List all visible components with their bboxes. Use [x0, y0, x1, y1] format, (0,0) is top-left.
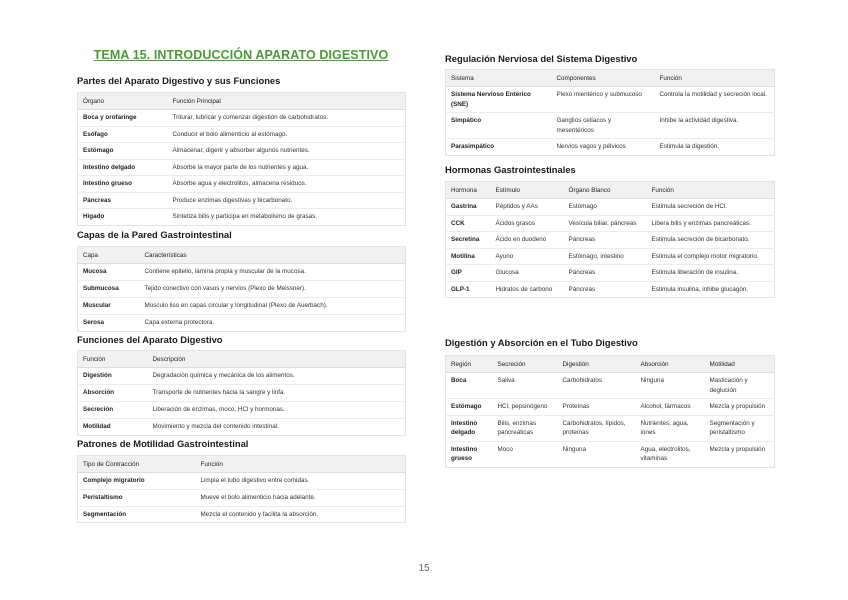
table-cell: Libera bilis y enzimas pancreáticas. — [647, 215, 775, 232]
table-header-row — [78, 93, 406, 110]
row-label: Hígado — [83, 213, 105, 220]
table-row — [78, 159, 406, 176]
row-label: Parasimpático — [451, 143, 495, 150]
table-row — [78, 473, 406, 490]
table-row — [78, 298, 406, 315]
column-header: Región — [446, 356, 493, 373]
table-row — [446, 281, 775, 298]
table-cell: Estimula secreción de HCl. — [647, 199, 775, 216]
row-label: Muscular — [78, 298, 140, 315]
table-cell: Inhibe la actividad digestiva. — [655, 113, 775, 139]
table-cell: Ayuno — [491, 248, 564, 265]
table-row — [78, 110, 406, 127]
column-header: Tipo de Contracción — [78, 456, 196, 473]
table-capas — [77, 246, 406, 332]
column-header: Función — [647, 182, 775, 199]
row-label: Complejo migratorio — [78, 473, 196, 490]
table-row — [446, 87, 775, 113]
table-cell: Estómago, intestino — [564, 248, 647, 265]
section-title-patrones: Patrones de Motilidad Gastrointestinal — [77, 438, 249, 449]
table-hormonas — [445, 181, 775, 298]
table-cell: Transporte de nutrientes hacia la sangre y linfa. — [148, 385, 406, 402]
table-cell: Páncreas — [564, 232, 647, 249]
table-row — [78, 281, 406, 298]
column-header: Función — [78, 351, 148, 368]
table-cell: Bilis, enzimas pancreáticas — [493, 415, 558, 441]
table-cell: Nervios vagos y pélvicos — [556, 143, 626, 150]
section-title-funciones: Funciones del Aparato Digestivo — [77, 334, 223, 345]
row-label: Intestino grueso — [451, 445, 478, 462]
table-cell: Absorbe agua y electrolitos, almacena residuos. — [168, 176, 406, 193]
table-cell: Estimula la digestión. — [659, 143, 720, 150]
row-label: Peristaltismo — [78, 489, 196, 506]
column-header: Absorción — [636, 356, 705, 373]
column-header: Digestión — [558, 356, 636, 373]
column-header: Órgano — [78, 93, 168, 110]
column-header: Secreción — [493, 356, 558, 373]
table-cell: Mezcla el contenido y facilita la absorción. — [200, 510, 319, 518]
section-title-regulacion: Regulación Nerviosa del Sistema Digestivo — [445, 53, 638, 64]
row-label: Intestino delgado — [78, 159, 168, 176]
row-label: Estómago — [78, 143, 168, 160]
document-title: TEMA 15. INTRODUCCIÓN APARATO DIGESTIVO — [93, 48, 389, 62]
column-header: Motilidad — [705, 356, 775, 373]
row-label: Absorción — [78, 385, 148, 402]
table-cell: HCl, pepsinógeno — [493, 399, 558, 416]
table-cell: Controla la motilidad y secreción local. — [655, 87, 775, 113]
column-header: Características — [140, 247, 406, 264]
table-cell: Ganglios celíacos y mesentéricos — [552, 113, 655, 139]
table-row — [78, 209, 406, 226]
table-funciones — [77, 350, 406, 436]
table-cell: Masticación y deglución — [705, 373, 775, 399]
column-header: Función — [655, 70, 775, 87]
table-cell: Moco — [497, 445, 513, 453]
table-cell: Alcohol, fármacos — [636, 399, 705, 416]
table-cell: Tejido conectivo con vasos y nervios (Plexo de Meissner). — [140, 281, 406, 298]
table-cell: Ninguna — [562, 445, 586, 453]
table-row — [446, 373, 775, 399]
table-cell: Páncreas — [568, 285, 596, 293]
table-cell: Ninguna — [636, 373, 705, 399]
table-cell: Músculo liso en capas circular y longitudinal (Plexo de Auerbach). — [140, 298, 406, 315]
table-cell: Liberación de enzimas, moco, HCl y hormonas. — [148, 402, 406, 419]
table-cell: Triturar, lubricar y comenzar digestión de carbohidratos. — [168, 110, 406, 127]
table-row — [78, 192, 406, 209]
table-row — [78, 419, 406, 436]
table-cell: Estimula el complejo motor migratorio. — [647, 248, 775, 265]
table-cell: Vesícula biliar, páncreas — [564, 215, 647, 232]
table-row — [446, 199, 775, 216]
table-header-row — [78, 351, 406, 368]
table-cell: Mezcla y propulsión — [705, 399, 775, 416]
row-label: Mucosa — [78, 264, 140, 281]
table-cell: Limpia el tubo digestivo entre comidas. — [196, 473, 406, 490]
table-cell: Degradación química y mecánica de los alimentos. — [148, 368, 406, 385]
table-cell: Glucosa — [491, 265, 564, 282]
table-cell: Páncreas — [564, 265, 647, 282]
table-row — [446, 232, 775, 249]
section-title-partes: Partes del Aparato Digestivo y sus Funciones — [77, 75, 281, 86]
row-label: Estómago — [446, 399, 493, 416]
row-label: Secretina — [446, 232, 491, 249]
table-header-row — [446, 356, 775, 373]
table-cell: Almacenar, digerir y absorber algunos nutrientes. — [168, 143, 406, 160]
column-header: Estímulo — [491, 182, 564, 199]
table-row — [446, 215, 775, 232]
table-cell: Produce enzimas digestivas y bicarbonato. — [168, 192, 406, 209]
table-cell: Estómago — [564, 199, 647, 216]
table-cell: Segmentación y peristaltismo — [705, 415, 775, 441]
section-title-digestion: Digestión y Absorción en el Tubo Digestivo — [445, 337, 638, 348]
table-row — [446, 113, 775, 139]
row-label: Boca y orofaringe — [78, 110, 168, 127]
row-label: GLP-1 — [451, 285, 470, 293]
row-label: Boca — [446, 373, 493, 399]
row-label: Intestino grueso — [78, 176, 168, 193]
table-header-row — [78, 247, 406, 264]
table-cell: Absorbe la mayor parte de los nutrientes y agua. — [168, 159, 406, 176]
table-row — [446, 139, 775, 156]
column-header: Sistema — [446, 70, 552, 87]
table-cell: Hidratos de carbono — [495, 285, 553, 293]
table-row — [446, 441, 775, 467]
table-cell: Agua, electrolitos, vitaminas — [640, 445, 691, 462]
column-header: Función — [196, 456, 406, 473]
table-header-row — [78, 456, 406, 473]
table-patrones — [77, 455, 406, 523]
table-row — [446, 399, 775, 416]
table-cell: Proteínas — [558, 399, 636, 416]
row-label: Simpático — [446, 113, 552, 139]
section-title-capas: Capas de la Pared Gastrointestinal — [77, 229, 232, 240]
table-cell: Carbohidratos, lípidos, proteínas — [558, 415, 636, 441]
table-row — [78, 489, 406, 506]
table-cell: Ácido en duodeno — [491, 232, 564, 249]
table-row — [78, 143, 406, 160]
table-row — [446, 248, 775, 265]
column-header: Descripción — [148, 351, 406, 368]
table-regulacion — [445, 69, 775, 156]
table-cell: Contiene epitelio, lámina propia y muscular de la mucosa. — [140, 264, 406, 281]
column-header: Componentes — [552, 70, 655, 87]
table-row — [78, 126, 406, 143]
table-row — [78, 176, 406, 193]
table-cell: Carbohidratos — [558, 373, 636, 399]
table-cell: Ácidos grasos — [491, 215, 564, 232]
table-row — [78, 368, 406, 385]
column-header: Capa — [78, 247, 140, 264]
table-cell: Movimiento y mezcla del contenido intestinal. — [152, 423, 279, 430]
row-label: Páncreas — [78, 192, 168, 209]
table-header-row — [446, 70, 775, 87]
table-cell: Estimula insulina, inhibe glucagón. — [651, 285, 749, 293]
table-row — [446, 265, 775, 282]
section-title-hormonas: Hormonas Gastrointestinales — [445, 164, 576, 175]
column-header: Hormona — [446, 182, 491, 199]
table-cell: Péptidos y AAs — [491, 199, 564, 216]
row-label: Gastrina — [446, 199, 491, 216]
row-label: Motilina — [446, 248, 491, 265]
table-cell: Estimula secreción de bicarbonato. — [647, 232, 775, 249]
row-label: Motilidad — [83, 423, 111, 430]
table-header-row — [446, 182, 775, 199]
row-label: Secreción — [78, 402, 148, 419]
table-row — [78, 315, 406, 332]
table-row — [446, 415, 775, 441]
row-label: Segmentación — [83, 510, 127, 518]
page-number: 15 — [418, 563, 430, 574]
column-header: Órgano Blanco — [564, 182, 647, 199]
row-label: Intestino delgado — [446, 415, 493, 441]
table-cell: Saliva — [493, 373, 558, 399]
table-row — [78, 385, 406, 402]
table-cell: Mezcla y propulsión — [709, 445, 766, 453]
row-label: Digestión — [78, 368, 148, 385]
table-cell: Mueve el bolo alimenticio hacia adelante. — [196, 489, 406, 506]
table-cell: Capa externa protectora. — [144, 319, 215, 326]
table-digestion — [445, 355, 775, 468]
table-row — [78, 506, 406, 523]
row-label: Esófago — [78, 126, 168, 143]
table-cell: Conducir el bolo alimenticio al estómago. — [168, 126, 406, 143]
row-label: CCK — [446, 215, 491, 232]
table-partes — [77, 92, 406, 226]
row-label: Serosa — [83, 319, 105, 326]
table-cell: Sintetiza bilis y participa en metabolismo de grasas. — [172, 213, 318, 220]
column-header: Función Principal — [168, 93, 406, 110]
row-label: Submucosa — [78, 281, 140, 298]
table-cell: Estimula liberación de insulina. — [647, 265, 775, 282]
row-label: GIP — [446, 265, 491, 282]
table-cell: Plexo mientérico y submucoso — [552, 87, 655, 113]
table-row — [78, 264, 406, 281]
table-row — [78, 402, 406, 419]
row-label: Sistema Nervioso Entérico (SNE) — [446, 87, 552, 113]
table-cell: Nutrientes, agua, iones — [636, 415, 705, 441]
